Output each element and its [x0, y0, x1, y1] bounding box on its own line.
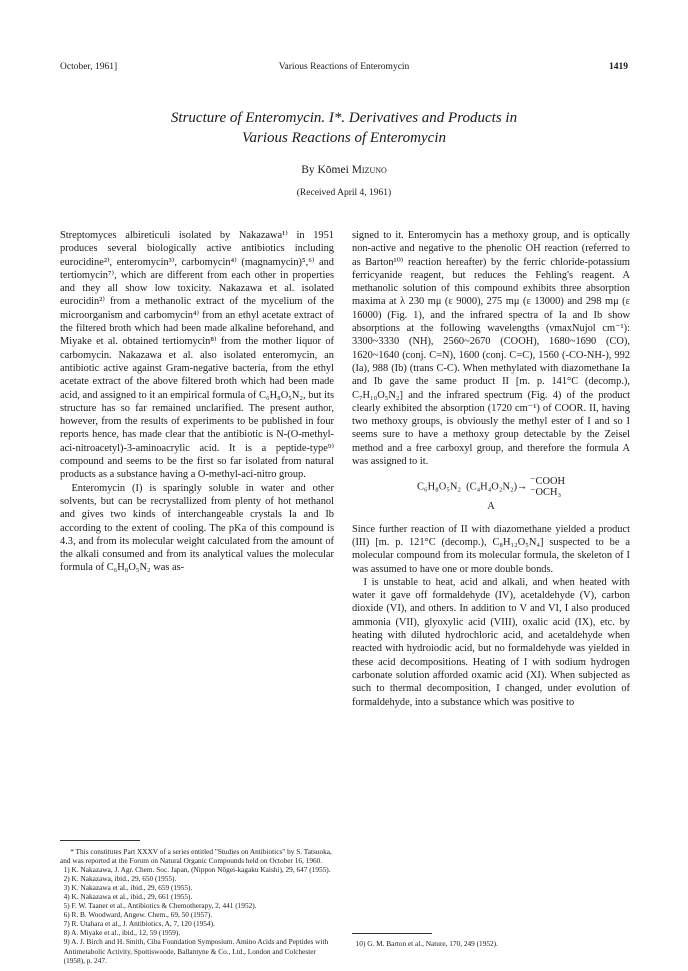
formula-branches — [530, 476, 565, 498]
running-head — [60, 62, 628, 76]
formula-top: ⁻COOH — [530, 476, 565, 488]
footnote: 7) R. Utahara et al., J. Antibiotics, A, 7, 120 (1954). — [63, 919, 215, 929]
footnote-rule — [352, 933, 432, 934]
footnote: 10) G. M. Barton et al., Nature, 170, 249 (1952). — [355, 939, 498, 948]
body-paragraph: Since further reaction of II with diazomethane yielded a product (III) [m. p. 121°C (decomp.), C₈H₁₂O₅N₄] suspected to be a molecular compound from its molecular formula, the skeleton of I was assumed to have one or more double bonds. — [352, 523, 630, 575]
footnote-rule — [60, 840, 140, 841]
footnote: 4) K. Nakazawa et al., ibid., 29, 661 (1955). — [63, 892, 193, 902]
footnote: 6) R. B. Woodward, Angew. Chem., 69, 50 (1957). — [63, 910, 213, 920]
body-paragraph: Streptomyces albireticuli isolated by Nakazawa¹⁾ in 1951 produces several biologically active antibiotics including eurocidine²⁾, enteromycin³⁾, carbomycin⁴⁾ (magnamycin)⁵,⁶⁾ and tertiomycin⁷⁾, which are different from each other in properties and they all show low toxicity. Nakazawa et al. isolated eurocidin²⁾ from a methanolic extract of the mycelium of the microorganism and carbomycin⁴⁾ from an ethyl acetate extract of the filtered broth which had been made alkaline beforehand, and Miyake et al. obtained tertiomycin⁸⁾ from the mother liquor of carbomycin. Nakazawa et al. also isolated enteromycin, an antibiotic active against Gram-negative bacteria, from the ethyl acetate extract of the above filtered broth which had been made acid, and assigned to it an empirical formula of C₆H₈O₅N₂, but its structure has so far remained unclarified. The present author, however, from the results of experiments to be published in four reports hence, has made clear that the antibiotic is N-(O-methyl-aci-nitroacetyl)-3-aminoacrylic acid. It is a peptide-type⁹⁾ compound and seems to be the first so far isolated from natural products as a substance having a O-methyl-aci-nitro group. — [60, 230, 334, 481]
footnote: 9) A. J. Birch and H. Smith, Ciba Foundation Symposium. Amino Acids and Peptides with Antimetabolic Activity, Spottiswoode, Ballantyne & Co., Ltd., London and Colchester (1958), p. 247. — [63, 937, 329, 965]
footnote: 2) K. Nakazawa, ibid., 29, 650 (1955). — [63, 874, 177, 884]
footnotes-left — [60, 840, 334, 965]
author-prefix: By Kōmei — [301, 164, 352, 176]
header-date: October, 1961] — [60, 62, 118, 72]
title-block — [60, 108, 628, 199]
footnote: 5) F. W. Taaner et al., Antibiotics & Chemotherapy, 2, 441 (1952). — [63, 901, 257, 911]
title-line-1: Structure of Enteromycin. I*. Derivatives and Products in — [170, 110, 518, 126]
body-paragraph: I is unstable to heat, acid and alkali, and when heated with water it gave off formaldehyde (IV), acetaldehyde (V), carbon dioxide (VI), and others. In addition to V and VI, I also produced ammonia (VII), glyoxylic acid (VIII), oxalic acid (IX), etc. by heating with diluted hydrochloric acid, and acetaldehyde when reacted with hydroiodic acid, but no formaldehyde was yielded in these acid decompositions. Heating of I with sodium hydrogen carbonate solution afforded oxamic acid (XI). When subjected as such to thermal decomposition, I changed, under evolution of formaldehyde, into a substance which was positive to — [352, 576, 630, 708]
right-column — [352, 229, 630, 709]
footnotes-right — [352, 933, 630, 948]
formula-label: A — [487, 501, 495, 513]
article-title — [60, 108, 628, 148]
body-paragraph: Enteromycin (I) is sparingly soluble in water and other solvents, but can be recrystallized from plenty of hot methanol and gives two kinds of interchangeable crystals Ia and Ib according to the extent of cooling. The pKa of this compound is 4.3, and from its molecular weight calculated from the amount of the alkali consumed and from its analytical values the molecular formula of C₆H₈O₅N₂ was as- — [60, 482, 334, 574]
received-date: (Received April 4, 1961) — [296, 188, 392, 198]
author-surname: Mizuno — [351, 164, 387, 176]
formula-left: C₆H₈O₅N₂ — [417, 481, 461, 493]
chemical-formula-a — [352, 476, 630, 498]
header-page-number: 1419 — [609, 62, 628, 72]
author-line — [60, 162, 628, 178]
footnote: 3) K. Nakazawa et al., ibid., 29, 659 (1955). — [63, 883, 193, 893]
header-running-title: Various Reactions of Enteromycin — [278, 62, 410, 72]
formula-bottom: ⁻OCH₃ — [530, 487, 562, 499]
body-paragraph: signed to it. Enteromycin has a methoxy group, and is optically non-active and negative to the phenolic OH reaction (referred to as Barton¹⁰⁾ reaction hereafter) by the ferric chloride-potassium ferricyanide reagent, but reduces the Fehling's reagent. A methanolic solution of this compound exhibits three absorption maxima at λ 230 mμ (ε 9000), 275 mμ (ε 13000) and 298 mμ (ε 16000) (Fig. 1), and the infrared spectra of Ia and Ib show absorptions at the following wavelengths (νmaxNujol cm⁻¹): 3300~3330 (NH), 2560~2670 (COOH), 1680~1690 (CO), 1620~1640 (conj. C=N), 1600 (conj. C=C), 1560 (-CO-NH-), 992 (Ia), 988 (Ib) (trans C-C). When methylated with diazomethane Ia and Ib gave the same product II [m. p. 141°C (decomp.), C₇H₁₀O₅N₂] and the infrared spectrum (Fig. 4) of the product clearly exhibited the absorption (1720 cm⁻¹) of COOR. II, having two methoxy groups, is obviously the methyl ester of I and so I seems sure to have a methoxy group detectable by the Zeisel method and a free carboxyl group, and therefore the formula A was assigned to it. — [352, 230, 630, 468]
formula-middle: (C₄H₄O₂N₂)→ — [466, 481, 528, 493]
footnote: 8) A. Miyake et al., ibid., 12, 59 (1959). — [63, 928, 181, 938]
footnote: 1) K. Nakazawa, J. Agr. Chem. Soc. Japan, (Nippon Nōgei-kagaku Kaishi), 29, 647 (1955). — [63, 865, 331, 875]
left-column — [60, 229, 334, 575]
title-line-2: Various Reactions of Enteromycin — [242, 130, 446, 146]
footnote: * This constitutes Part XXXV of a series entitled "Studies on Antibiotics" by S. Tatsuoka, and was reported at the Forum on Natural Organic Compounds held on October 16, 1960. — [60, 847, 332, 866]
